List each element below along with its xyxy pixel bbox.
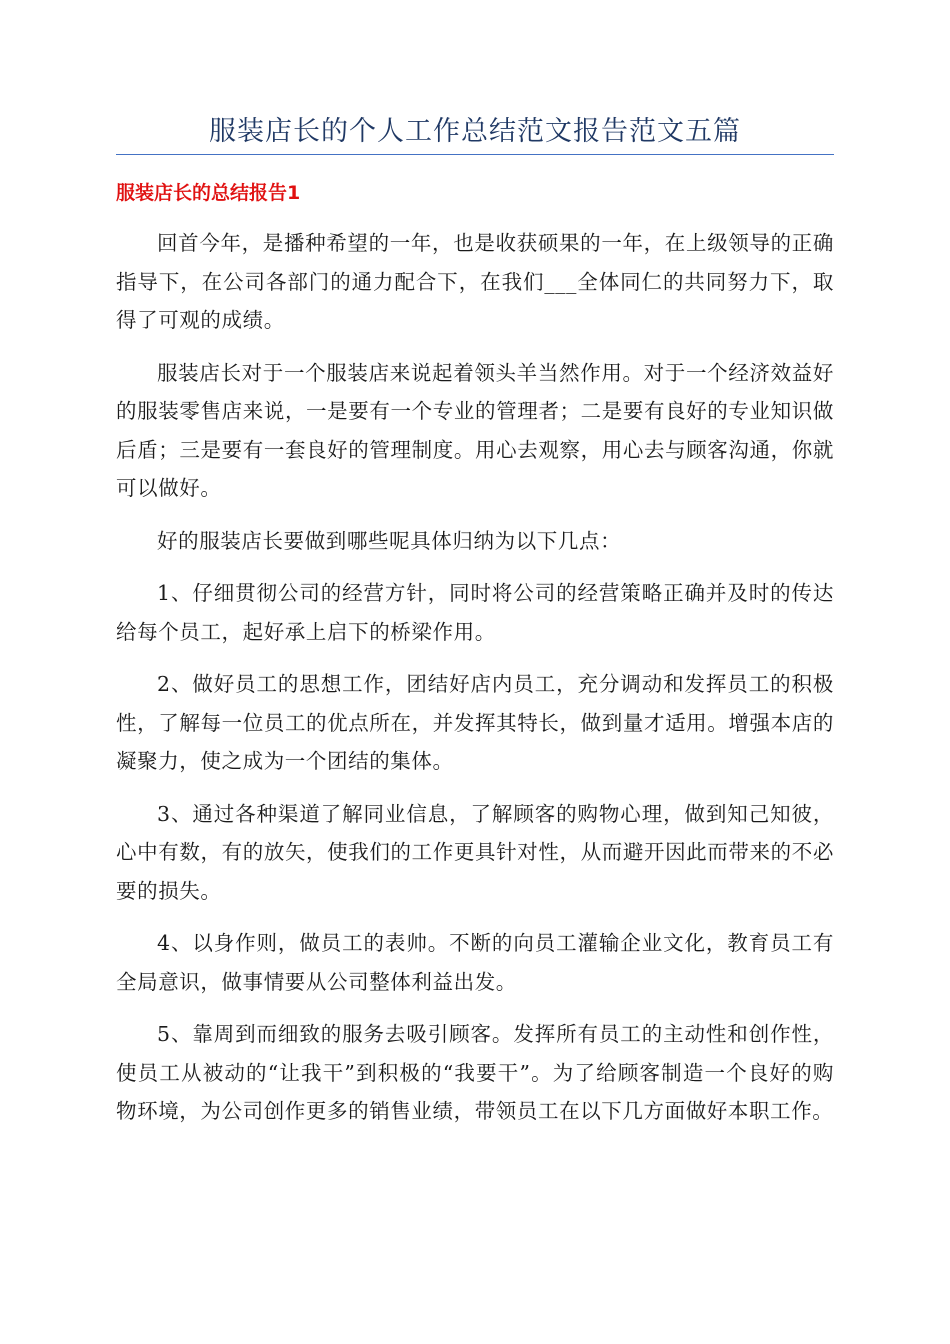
title-underline-divider — [116, 154, 834, 155]
paragraph-summary-lead: 好的服装店长要做到哪些呢具体归纳为以下几点： — [157, 528, 622, 553]
list-item-3: 3、通过各种渠道了解同业信息，了解顾客的购物心理，做到知己知彼，心中有数，有的放矢，使我们的工作更具针对性，从而避开因此而带来的不必要的损失。 — [116, 801, 834, 903]
section-heading: 服装店长的总结报告1 — [116, 182, 301, 204]
paragraph-role: 服装店长对于一个服装店来说起着领头羊当然作用。对于一个经济效益好的服装零售店来说，一是要有一个专业的管理者；二是要有良好的专业知识做后盾；三是要有一套良好的管理制度。用心去观察，用心去与顾客沟通，你就可以做好。 — [116, 360, 834, 500]
list-item-4: 4、以身作则，做员工的表帅。不断的向员工灌输企业文化，教育员工有全局意识，做事情要从公司整体利益出发。 — [116, 931, 834, 994]
list-item-1: 1、仔细贯彻公司的经营方针，同时将公司的经营策略正确并及时的传达给每个员工，起好承上启下的桥梁作用。 — [116, 581, 834, 644]
document-title: 服装店长的个人工作总结范文报告范文五篇 — [209, 116, 741, 147]
body-text — [116, 224, 834, 1145]
list-item-5: 5、靠周到而细致的服务去吸引顾客。发挥所有员工的主动性和创作性，使员工从被动的“让我干”到积极的“我要干”。为了给顾客制造一个良好的购物环境，为公司创作更多的销售业绩，带领员工在以下几方面做好本职工作。 — [116, 1022, 834, 1123]
paragraph-intro: 回首今年，是播种希望的一年，也是收获硕果的一年，在上级领导的正确指导下，在公司各部门的通力配合下，在我们___全体同仁的共同努力下，取得了可观的成绩。 — [116, 231, 834, 332]
list-item-2: 2、做好员工的思想工作，团结好店内员工，充分调动和发挥员工的积极性，了解每一位员工的优点所在，并发挥其特长，做到量才适用。增强本店的凝聚力，使之成为一个团结的集体。 — [116, 672, 834, 773]
